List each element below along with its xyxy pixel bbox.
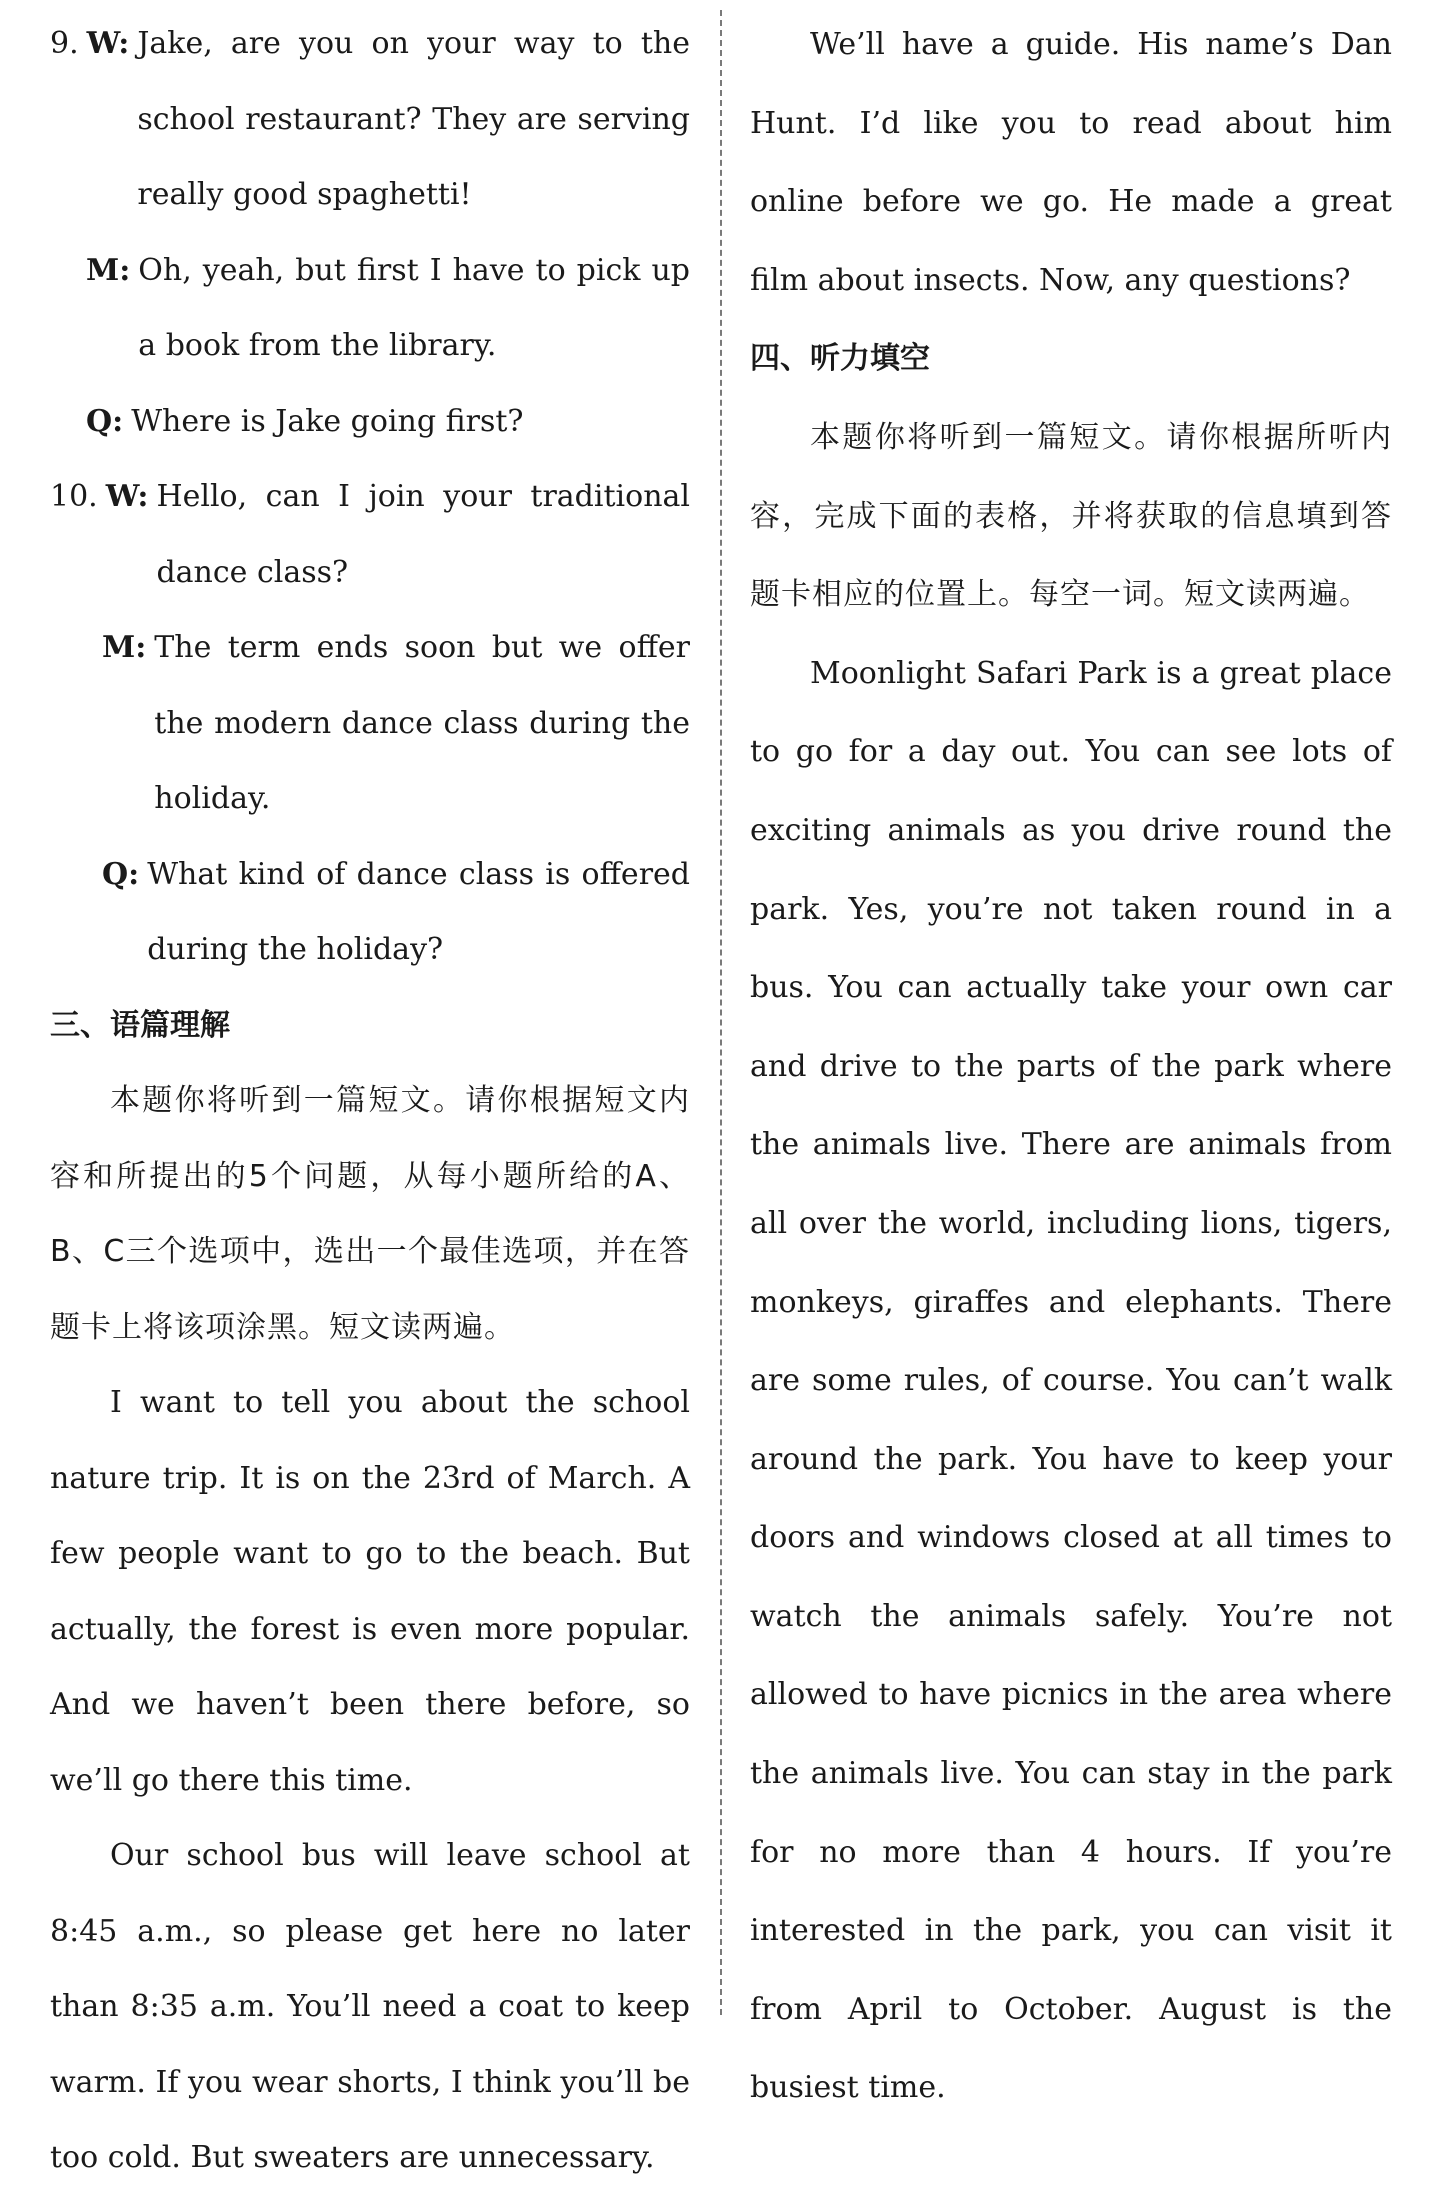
speaker-label: W:: [86, 26, 130, 61]
section-4-heading: 四、听力填空: [750, 341, 930, 377]
q9-man-line: [50, 233, 690, 384]
speaker-label: Q:: [86, 403, 124, 439]
section-3-heading: 三、语篇理解: [50, 1007, 230, 1043]
q10-woman-line: [50, 459, 690, 610]
speaker-label: W:: [105, 479, 149, 514]
q10-question-line: [50, 837, 690, 988]
question-number: 9.: [50, 26, 79, 61]
q10-man-line: [50, 610, 690, 837]
q9-question-line: [50, 384, 690, 460]
passage-paragraph-3: We’ll have a guide. His name’s Dan Hunt. I’d like you to read about him online before we go. He made a great film about insects. Now, any questions?: [750, 27, 1392, 298]
column-divider: [720, 10, 722, 2015]
dialogue-text: The term ends soon but we offer the modern dance class during the holiday.: [154, 630, 690, 816]
passage-paragraph-1: I want to tell you about the school nature trip. It is on the 23rd of March. A few people want to go to the beach. But actually, the forest is even more popular. And we haven’t been there before, so we’ll go there this time.: [50, 1385, 690, 1798]
q9-woman-line: [50, 6, 690, 233]
passage-paragraph-2: Our school bus will leave school at 8:45 a.m., so please get here no later than 8:35 a.m. You’ll need a coat to keep warm. If you wear shorts, I think you’ll be too cold. But sweaters are unnecessary.: [50, 1838, 690, 2175]
right-column: [750, 6, 1392, 2128]
left-column: [50, 6, 690, 2196]
speaker-label: Q:: [102, 856, 140, 892]
section-4-instruction: 本题你将听到一篇短文。请你根据所听内容，完成下面的表格，并将获取的信息填到答题卡相应的位置上。每空一词。短文读两遍。: [750, 419, 1392, 613]
question-number: 10.: [50, 479, 98, 514]
dialogue-text: Where is Jake going first?: [131, 403, 524, 439]
speaker-label: M:: [102, 630, 147, 665]
dialogue-text: Hello, can I join your traditional dance class?: [156, 479, 690, 590]
section-3-instruction: 本题你将听到一篇短文。请你根据短文内容和所提出的5个问题，从每小题所给的A、B、C三个选项中，选出一个最佳选项，并在答题卡上将该项涂黑。短文读两遍。: [50, 1083, 690, 1345]
safari-passage: Moonlight Safari Park is a great place to go for a day out. You can see lots of exciting animals as you drive round the park. Yes, you’re not taken round in a bus. You can actually take your own car and drive to the parts of the park where the animals live. There are animals from all over the world, including lions, tigers, monkeys, giraffes and elephants. There are some rules, of course. You can’t walk around the park. You have to keep your doors and windows closed at all times to watch the animals safely. You’re not allowed to have picnics in the area where the animals live. You can stay in the park for no more than 4 hours. If you’re interested in the park, you can visit it from April to October. August is the busiest time.: [750, 655, 1392, 2106]
speaker-label: M:: [86, 252, 131, 288]
dialogue-text: What kind of dance class is offered during the holiday?: [147, 856, 690, 967]
dialogue-text: Oh, yeah, but first I have to pick up a book from the library.: [138, 252, 690, 363]
dialogue-text: Jake, are you on your way to the school restaurant? They are serving really good spaghetti!: [137, 26, 690, 212]
